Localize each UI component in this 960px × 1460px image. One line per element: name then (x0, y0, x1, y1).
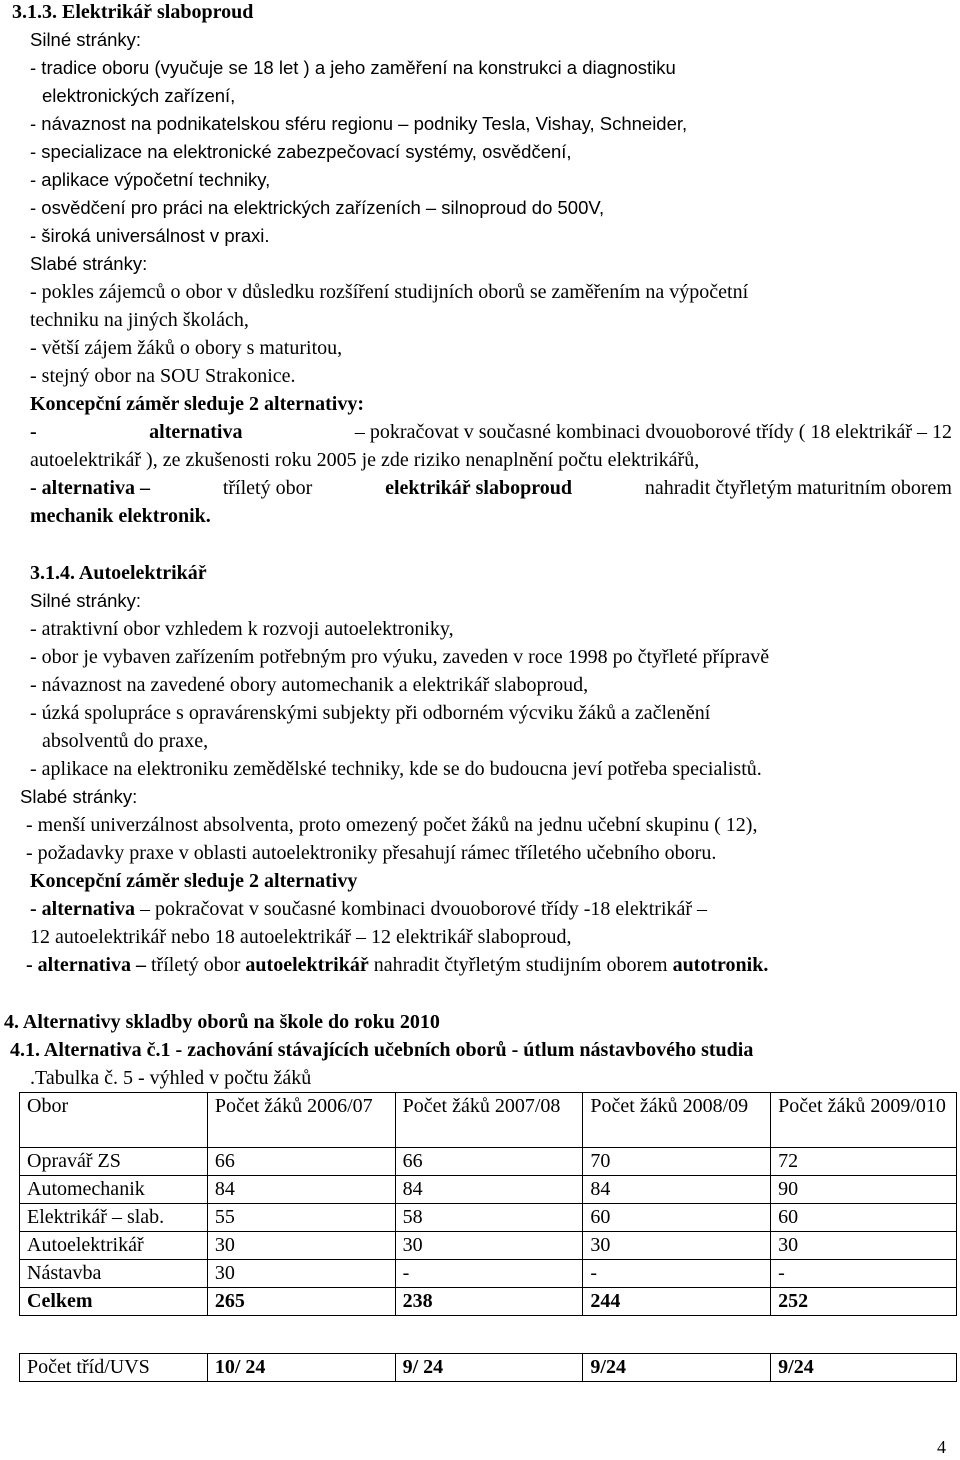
table-total-row (20, 1288, 957, 1316)
table-row (20, 1176, 957, 1204)
list-item: - tradice oboru (vyučuje se 18 let ) a jeho zaměření na konstrukci a diagnostiku (30, 57, 676, 78)
table-cell: 55 (207, 1204, 395, 1232)
table-cell: Opravář ZS (20, 1148, 208, 1176)
alt-text: tříletý obor (222, 477, 313, 499)
table-cell: 30 (207, 1260, 395, 1288)
list-item: - požadavky praxe v oblasti autoelektroniky přesahují rámec tříletého učebního oboru. (26, 842, 717, 864)
table-header-cell: Počet žáků 2009/010 (771, 1093, 957, 1148)
section-313-alternative-2 (30, 477, 952, 499)
alt-field: autoelektrikář (245, 954, 369, 976)
table-header-cell: Obor (20, 1093, 208, 1148)
table-cell: Počet tříd/UVS (20, 1354, 208, 1382)
table-cell: - (771, 1260, 957, 1288)
table-row (20, 1204, 957, 1232)
section-313-strengths-label: Silné stránky: (30, 29, 142, 50)
alt-dash: - (30, 421, 37, 443)
table-cell: Celkem (20, 1288, 208, 1316)
table-cell: 30 (395, 1232, 583, 1260)
table-cell: 10/ 24 (207, 1354, 395, 1382)
section-314-alternative-1-cont: 12 autoelektrikář nebo 18 autoelektrikář – 12 elektrikář slaboproud, (30, 926, 572, 948)
list-item: - obor je vybaven zařízením potřebným pro výuku, zaveden v roce 1998 po čtyřleté přípravě (30, 646, 770, 668)
table-cell: Elektrikář – slab. (20, 1204, 208, 1232)
list-item: - aplikace na elektroniku zemědělské techniky, kde se do budoucna jeví potřeba specialistů. (30, 758, 762, 780)
table-cell: 90 (771, 1176, 957, 1204)
section-313-weaknesses-label: Slabé stránky: (30, 253, 148, 274)
table-cell: 238 (395, 1288, 583, 1316)
table-header-cell: Počet žáků 2007/08 (395, 1093, 583, 1148)
list-item: elektronických zařízení, (42, 85, 236, 106)
list-item: - osvědčení pro práci na elektrických zařízeních – silnoproud do 500V, (30, 197, 605, 218)
table-cell: 66 (395, 1148, 583, 1176)
table-cell: - (583, 1260, 771, 1288)
section-313-alternative-1-cont: autoelektrikář ), ze zkušenosti roku 2005 je zde riziko nenaplnění počtu elektrikářů, (30, 449, 700, 471)
section-313-concept-heading: Koncepční záměr sleduje 2 alternativy: (30, 393, 365, 415)
list-item: techniku na jiných školách, (30, 309, 249, 331)
table-cell: 9/ 24 (395, 1354, 583, 1382)
table-cell: Autoelektrikář (20, 1232, 208, 1260)
section-314-weaknesses-label: Slabé stránky: (20, 786, 138, 807)
section-314-strengths-label: Silné stránky: (30, 590, 142, 611)
table-cell: 60 (771, 1204, 957, 1232)
table-cell: 252 (771, 1288, 957, 1316)
section-313-heading: 3.1.3. Elektrikář slaboproud (12, 1, 254, 23)
alt-text: – pokračovat v současné kombinaci dvouoborové třídy ( 18 elektrikář – 12 (354, 421, 952, 443)
table-header-cell: Počet žáků 2006/07 (207, 1093, 395, 1148)
table-cell: 58 (395, 1204, 583, 1232)
classes-table (19, 1353, 957, 1382)
table-cell: 30 (583, 1232, 771, 1260)
page-number: 4 (937, 1437, 946, 1457)
list-item: - aplikace výpočetní techniky, (30, 169, 271, 190)
table-cell: 84 (207, 1176, 395, 1204)
table-cell: 265 (207, 1288, 395, 1316)
table-cell: 84 (583, 1176, 771, 1204)
list-item: - návaznost na podnikatelskou sféru regionu – podniky Tesla, Vishay, Schneider, (30, 113, 688, 134)
list-item: - stejný obor na SOU Strakonice. (30, 365, 296, 387)
table-row (20, 1354, 957, 1382)
alt-text: tříletý obor (150, 954, 241, 976)
alt-prefix: - alternativa – (30, 477, 150, 499)
table-cell: 9/24 (583, 1354, 771, 1382)
list-item: - úzká spolupráce s opravárenskými subjekty při odborném výcviku žáků a začlenění (30, 702, 711, 724)
alt-prefix: - alternativa (30, 898, 135, 920)
section-314-heading: 3.1.4. Autoelektrikář (30, 562, 207, 584)
alt-field: elektrikář slaboproud (385, 477, 572, 499)
alt-text: nahradit čtyřletým maturitním oborem (644, 477, 952, 499)
table-caption: .Tabulka č. 5 - výhled v počtu žáků (30, 1067, 312, 1089)
table-cell: 30 (771, 1232, 957, 1260)
alt-field: autotronik. (672, 954, 769, 976)
table-cell: 70 (583, 1148, 771, 1176)
table-cell: 244 (583, 1288, 771, 1316)
table-header-row (20, 1093, 957, 1148)
students-table (19, 1092, 957, 1316)
table-cell: - (395, 1260, 583, 1288)
table-cell: 66 (207, 1148, 395, 1176)
list-item: - návaznost na zavedené obory automechanik a elektrikář slaboproud, (30, 674, 589, 696)
table-cell: Automechanik (20, 1176, 208, 1204)
list-item: absolventů do praxe, (42, 730, 209, 752)
table-cell: 84 (395, 1176, 583, 1204)
alt-text: nahradit čtyřletým studijním oborem (373, 954, 668, 976)
table-cell: 9/24 (771, 1354, 957, 1382)
table-row (20, 1232, 957, 1260)
table-cell: 30 (207, 1232, 395, 1260)
alt-word: alternativa (149, 421, 243, 443)
list-item: - větší zájem žáků o obory s maturitou, (30, 337, 343, 359)
table-cell: 72 (771, 1148, 957, 1176)
list-item: - menší univerzálnost absolventa, proto omezený počet žáků na jednu učební skupinu ( 12), (26, 814, 758, 836)
list-item: - pokles zájemců o obor v důsledku rozšíření studijních oborů se zaměřením na výpočetní (30, 281, 749, 303)
section-41-heading: 4.1. Alternativa č.1 - zachování stávajících učebních oborů - útlum nástavbového studia (10, 1039, 754, 1061)
section-313-alternative-1 (30, 421, 952, 443)
alt-text: – pokračovat v současné kombinaci dvouoborové třídy -18 elektrikář – (139, 898, 708, 920)
list-item: - široká universálnost v praxi. (30, 225, 270, 246)
section-4-heading: 4. Alternativy skladby oborů na škole do roku 2010 (4, 1011, 440, 1033)
list-item: - specializace na elektronické zabezpečovací systémy, osvědčení, (30, 141, 572, 162)
alt-prefix: - alternativa – (26, 954, 146, 976)
table-cell: 60 (583, 1204, 771, 1232)
table-row (20, 1148, 957, 1176)
table-cell: Nástavba (20, 1260, 208, 1288)
section-314-alternative-1 (30, 898, 707, 920)
list-item: - atraktivní obor vzhledem k rozvoji autoelektroniky, (30, 618, 454, 640)
section-313-alternative-2-cont: mechanik elektronik. (30, 505, 211, 527)
section-314-concept-heading: Koncepční záměr sleduje 2 alternativy (30, 870, 358, 892)
table-row (20, 1260, 957, 1288)
table-header-cell: Počet žáků 2008/09 (583, 1093, 771, 1148)
section-314-alternative-2 (26, 954, 768, 976)
